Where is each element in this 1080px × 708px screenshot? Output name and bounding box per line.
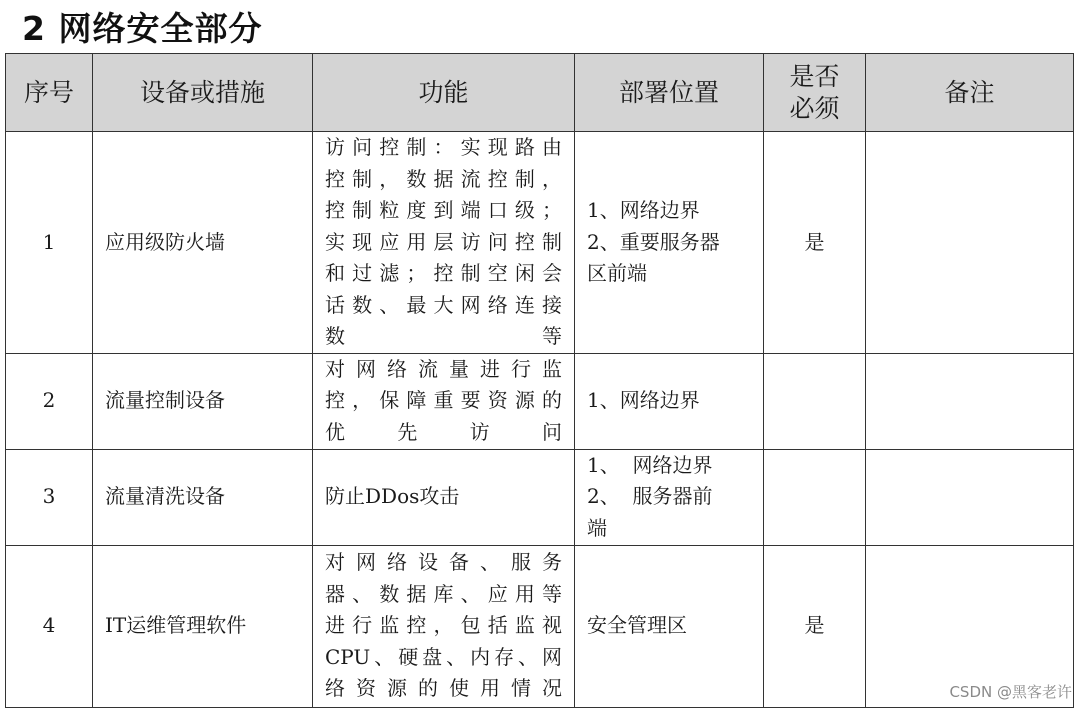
cell-required <box>764 353 866 449</box>
cell-required: 是 <box>764 132 866 354</box>
cell-deploy <box>575 132 764 354</box>
cell-device: 流量清洗设备 <box>93 449 313 545</box>
section-heading: 2 网络安全部分 <box>22 9 263 48</box>
cell-device: 流量控制设备 <box>93 353 313 449</box>
table-row <box>6 353 1074 449</box>
cell-remark <box>866 449 1074 545</box>
cell-line: 1、 网络边界 <box>587 452 713 477</box>
cell-line: 2、重要服务器 <box>587 229 720 254</box>
header-function: 功能 <box>313 54 575 132</box>
cell-deploy <box>575 449 764 545</box>
header-device: 设备或措施 <box>93 54 313 132</box>
table-row <box>6 132 1074 354</box>
cell-line: 优先访问 <box>325 419 562 444</box>
cell-device: 应用级防火墙 <box>93 132 313 354</box>
cell-line: CPU、硬盘、内存、网 <box>325 644 562 669</box>
cell-line: 数等 <box>325 324 562 348</box>
cell-deploy <box>575 353 764 449</box>
cell-line: 访问控制：实现路由 <box>325 135 562 159</box>
cell-device: IT运维管理软件 <box>93 545 313 707</box>
cell-line: 控，保障重要资源的 <box>325 388 562 413</box>
cell-line: 进行监控，包括监视 <box>325 613 562 638</box>
cell-deploy <box>575 545 764 707</box>
cell-line: 话数、最大网络连接 <box>325 292 562 317</box>
cell-no: 1 <box>6 132 93 354</box>
cell-line: 对网络流量进行监 <box>325 356 562 381</box>
cell-function <box>313 132 575 354</box>
cell-line: 控制，数据流控制， <box>325 166 562 191</box>
cell-line: 安全管理区 <box>587 613 687 638</box>
cell-line: 端 <box>587 515 607 540</box>
cell-line: 区前端 <box>587 261 647 285</box>
header-required: 是否必须 <box>764 54 866 132</box>
cell-no: 4 <box>6 545 93 707</box>
header-remark: 备注 <box>866 54 1074 132</box>
table-header-row <box>6 54 1074 132</box>
table-row <box>6 545 1074 707</box>
network-security-table <box>5 53 1074 708</box>
header-deploy: 部署位置 <box>575 54 764 132</box>
header-no: 序号 <box>6 54 93 132</box>
cell-required: 是 <box>764 545 866 707</box>
cell-function <box>313 353 575 449</box>
cell-line: 对网络设备、服务 <box>325 550 562 575</box>
cell-line: 和过滤；控制空闲会 <box>325 261 562 285</box>
cell-line: 络资源的使用情况 <box>325 676 562 701</box>
watermark: CSDN @黑客老许 <box>949 683 1072 701</box>
cell-line: 实现应用层访问控制 <box>325 229 562 254</box>
cell-function <box>313 545 575 707</box>
cell-line: 2、 服务器前 <box>587 484 713 509</box>
cell-line: 防止DDos攻击 <box>325 484 460 509</box>
cell-line: 器、数据库、应用等 <box>325 581 562 606</box>
cell-line: 1、网络边界 <box>587 388 700 413</box>
cell-line: 1、网络边界 <box>587 198 700 222</box>
cell-remark <box>866 353 1074 449</box>
cell-no: 2 <box>6 353 93 449</box>
table-row <box>6 449 1074 545</box>
cell-remark <box>866 132 1074 354</box>
cell-line: 控制粒度到端口级； <box>325 198 562 222</box>
cell-no: 3 <box>6 449 93 545</box>
cell-function <box>313 449 575 545</box>
cell-required <box>764 449 866 545</box>
